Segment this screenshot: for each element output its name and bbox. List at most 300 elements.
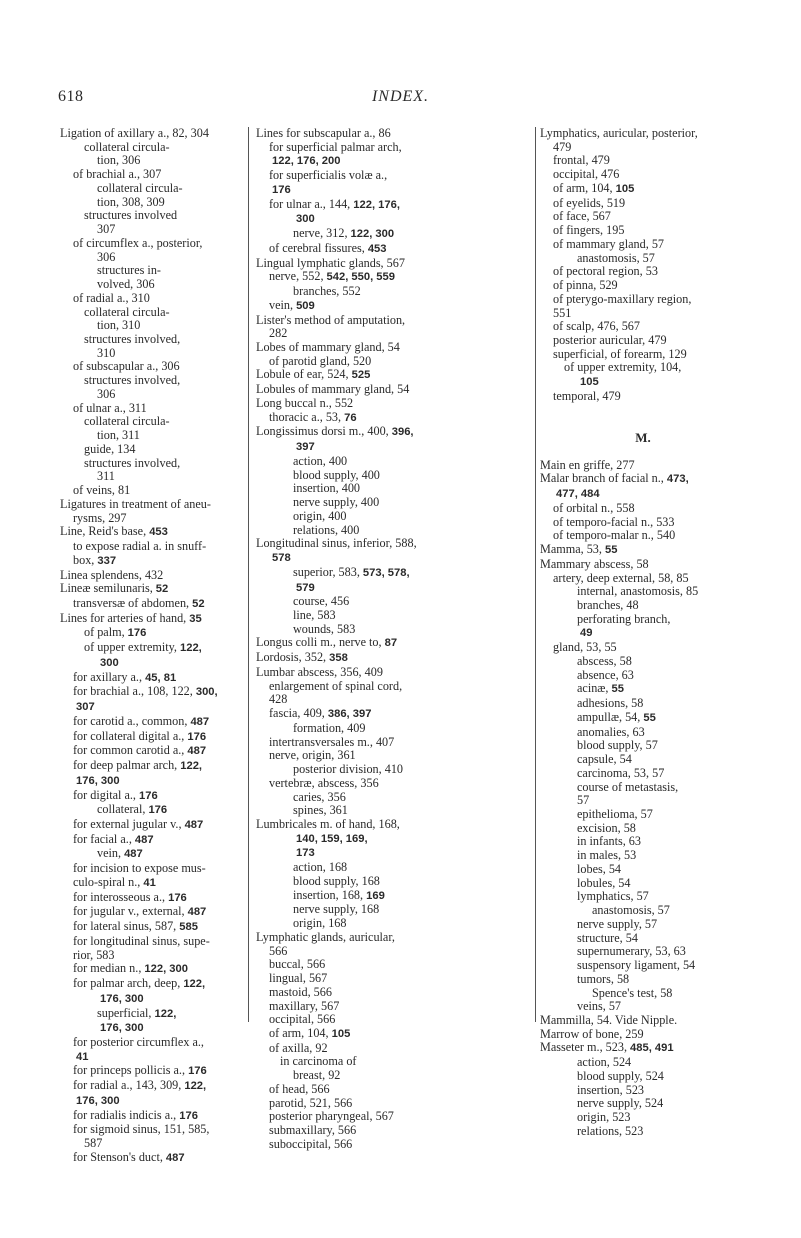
- entry-text: structures involved,: [84, 373, 181, 388]
- entry-text: fascia, 409,: [269, 706, 328, 721]
- bold-page-reference: 585: [179, 921, 198, 934]
- bold-page-reference: 176: [168, 891, 187, 904]
- entry-text: of arm, 104,: [553, 180, 616, 195]
- index-entry: [540, 1070, 746, 1084]
- entry-text: for external jugular v.,: [73, 816, 185, 831]
- entry-text: superficial, of forearm, 129: [553, 346, 687, 361]
- entry-text: for median n.,: [73, 961, 145, 976]
- index-entry: [256, 680, 531, 694]
- entry-text: 311: [97, 469, 115, 484]
- section-heading: [540, 431, 746, 445]
- entry-text: tion, 311: [97, 428, 140, 443]
- bold-page-reference: 176: [187, 730, 207, 743]
- bold-page-reference: 105: [615, 182, 635, 195]
- index-entry: [256, 846, 531, 861]
- entry-text: Longus colli m., nerve to,: [256, 635, 385, 650]
- index-entry: [256, 524, 531, 538]
- index-entry: [256, 227, 531, 242]
- index-entry: [60, 1007, 240, 1022]
- bold-page-reference: 487: [190, 715, 210, 728]
- entry-text: nerve supply, 400: [293, 495, 380, 510]
- index-entry: [540, 697, 746, 711]
- entry-text: branches, 552: [293, 284, 361, 299]
- column-divider: [535, 127, 536, 1022]
- entry-text: [540, 444, 543, 458]
- entry-text: nerve, 552,: [269, 269, 327, 284]
- bold-page-reference: 176, 300: [76, 774, 120, 787]
- entry-text: for collateral digital a.,: [73, 728, 188, 743]
- index-entry: [60, 730, 240, 745]
- index-entry: [60, 512, 240, 526]
- index-entry: [256, 736, 531, 750]
- page-header: [58, 88, 743, 108]
- entry-text: Lobule of ear, 524,: [256, 367, 352, 382]
- bold-page-reference: 300,: [195, 686, 218, 699]
- index-entry: [540, 1097, 746, 1111]
- entry-text: tumors, 58: [577, 971, 630, 986]
- index-entry: [540, 739, 746, 753]
- bold-page-reference: 396,: [391, 426, 414, 439]
- entry-text: of brachial a., 307: [73, 167, 162, 182]
- entry-text: temporal, 479: [553, 388, 621, 403]
- index-entry: [540, 293, 746, 307]
- bold-page-reference: 525: [351, 369, 371, 382]
- entry-text: in males, 53: [577, 848, 637, 863]
- index-entry: [60, 237, 240, 251]
- index-entry: [256, 257, 531, 271]
- bold-page-reference: 397: [296, 441, 315, 454]
- index-entry: [60, 891, 240, 906]
- entry-text: intertransversales m., 407: [269, 734, 395, 749]
- entry-text: for digital a.,: [73, 787, 139, 802]
- bold-page-reference: 176: [188, 1065, 207, 1078]
- bold-page-reference: 176: [179, 1109, 198, 1122]
- index-entry: [256, 749, 531, 763]
- entry-text: for axillary a.,: [73, 669, 146, 684]
- bold-page-reference: 41: [76, 1050, 89, 1063]
- index-entry: [256, 945, 531, 959]
- entry-text: relations, 400: [293, 522, 360, 537]
- entry-text: for interosseous a.,: [73, 889, 169, 904]
- index-entry: [540, 1028, 746, 1042]
- index-entry: [60, 319, 240, 333]
- index-entry: [540, 599, 746, 613]
- index-entry: [256, 270, 531, 285]
- index-entry: [540, 585, 746, 599]
- index-entry: [540, 572, 746, 586]
- bold-page-reference: 176: [139, 789, 158, 802]
- index-entry: [60, 789, 240, 804]
- entry-text: tion, 306: [97, 153, 141, 168]
- column-divider: [248, 127, 249, 1022]
- entry-text: thoracic a., 53,: [269, 409, 345, 424]
- entry-text: blood supply, 400: [293, 467, 380, 482]
- index-entry: [256, 299, 531, 314]
- index-entry: [540, 127, 746, 141]
- index-entry: [540, 669, 746, 683]
- entry-text: Ligation of axillary a., 82, 304: [60, 126, 209, 140]
- bold-page-reference: 122,: [180, 760, 203, 773]
- index-entry: [60, 525, 240, 540]
- index-entry: [60, 905, 240, 920]
- entry-text: nerve, origin, 361: [269, 748, 356, 763]
- entry-text: blood supply, 168: [293, 873, 380, 888]
- index-entry: [540, 487, 746, 502]
- entry-text: veins, 57: [577, 999, 622, 1014]
- entry-text: for posterior circumflex a.,: [73, 1035, 204, 1049]
- index-entry: [256, 198, 531, 213]
- bold-page-reference: 52: [192, 597, 205, 610]
- index-entry: [540, 348, 746, 362]
- bold-page-reference: 485, 491: [630, 1042, 674, 1055]
- entry-text: for superficialis volæ a.,: [269, 168, 388, 183]
- index-entry: [540, 472, 746, 487]
- index-entry: [60, 847, 240, 862]
- entry-text: of fingers, 195: [553, 223, 625, 238]
- index-entry: [540, 753, 746, 767]
- bold-page-reference: 578: [272, 552, 291, 565]
- index-entry: [60, 347, 240, 361]
- index-entry: [256, 1138, 531, 1152]
- bold-page-reference: 487: [124, 848, 143, 861]
- index-entry: [540, 417, 746, 431]
- bold-page-reference: 300: [100, 656, 119, 669]
- index-entry: [540, 141, 746, 155]
- index-entry: [256, 666, 531, 680]
- index-entry: [60, 360, 240, 374]
- index-entry: [60, 759, 240, 774]
- entry-text: action, 168: [293, 860, 348, 875]
- index-entry: [60, 1036, 240, 1050]
- index-entry: [256, 1055, 531, 1069]
- entry-text: occipital, 476: [553, 167, 620, 182]
- index-entry: [540, 182, 746, 197]
- index-entry: [540, 822, 746, 836]
- index-entry: [256, 537, 531, 551]
- index-entry: [256, 242, 531, 257]
- entry-text: Main en griffe, 277: [540, 457, 635, 472]
- entry-text: posterior division, 410: [293, 762, 404, 777]
- index-entry: [540, 1041, 746, 1056]
- index-entry: [540, 529, 746, 543]
- bold-page-reference: 122,: [154, 1007, 177, 1020]
- index-entry: [256, 397, 531, 411]
- index-entry: [60, 685, 240, 700]
- index-entry: [540, 445, 746, 459]
- entry-text: for lateral sinus, 587,: [73, 919, 180, 934]
- index-column-2: [256, 127, 531, 1152]
- index-entry: [256, 693, 531, 707]
- entry-text: 428: [269, 692, 288, 707]
- bold-page-reference: 487: [184, 818, 204, 831]
- index-entry: [540, 626, 746, 641]
- entry-text: acinæ,: [577, 681, 612, 696]
- index-entry: [256, 804, 531, 818]
- bold-page-reference: 473,: [666, 473, 689, 486]
- entry-text: buccal, 566: [269, 957, 326, 972]
- index-entry: [540, 808, 746, 822]
- entry-text: Line, Reid's base,: [60, 524, 150, 539]
- bold-page-reference: 55: [643, 711, 656, 724]
- entry-text: structures involved: [84, 208, 178, 223]
- entry-text: formation, 409: [293, 720, 366, 735]
- bold-page-reference: 55: [611, 683, 624, 696]
- bold-page-reference: 45, 81: [145, 671, 177, 684]
- entry-text: Ligatures in treatment of aneu-: [60, 496, 211, 511]
- entry-text: Lymphatic glands, auricular,: [256, 929, 395, 944]
- index-entry: [256, 327, 531, 341]
- index-entry: [540, 307, 746, 321]
- index-entry: [60, 388, 240, 402]
- entry-text: of temporo-malar n., 540: [553, 528, 676, 543]
- entry-text: 587: [84, 1136, 103, 1151]
- entry-text: in carcinoma of: [280, 1054, 357, 1069]
- bold-page-reference: 122,: [183, 978, 206, 991]
- entry-text: of subscapular a., 306: [73, 359, 180, 374]
- index-entry: [60, 498, 240, 512]
- entry-text: for superficial palmar arch,: [269, 139, 402, 154]
- bold-page-reference: 542, 550, 559: [326, 271, 395, 284]
- index-entry: [256, 832, 531, 847]
- index-entry: [256, 496, 531, 510]
- index-entry: [540, 890, 746, 904]
- index-entry: [256, 1027, 531, 1042]
- index-entry: [60, 333, 240, 347]
- bold-page-reference: 307: [76, 701, 95, 714]
- index-entry: [60, 1050, 240, 1065]
- entry-text: carcinoma, 53, 57: [577, 765, 665, 780]
- index-entry: [60, 715, 240, 730]
- index-entry: [540, 835, 746, 849]
- bold-page-reference: 176, 300: [100, 992, 144, 1005]
- index-entry: [60, 209, 240, 223]
- index-entry: [540, 210, 746, 224]
- entry-text: course, 456: [293, 594, 350, 609]
- index-entry: [60, 671, 240, 686]
- bold-page-reference: 453: [367, 242, 387, 255]
- entry-text: occipital, 566: [269, 1012, 336, 1027]
- bold-page-reference: 87: [384, 637, 398, 650]
- index-entry: [256, 341, 531, 355]
- entry-text: of head, 566: [269, 1081, 330, 1096]
- index-entry: [540, 877, 746, 891]
- bold-page-reference: 509: [296, 299, 315, 312]
- index-entry: [60, 402, 240, 416]
- index-entry: [256, 355, 531, 369]
- entry-text: rysms, 297: [73, 510, 127, 525]
- bold-page-reference: 176: [127, 627, 147, 640]
- entry-text: excision, 58: [577, 820, 636, 835]
- index-entry: [256, 383, 531, 397]
- bold-page-reference: 41: [143, 876, 156, 889]
- entry-text: for palmar arch, deep,: [73, 976, 184, 991]
- index-entry: [540, 516, 746, 530]
- entry-text: M.: [635, 430, 651, 446]
- index-entry: [256, 314, 531, 328]
- index-entry: [60, 1064, 240, 1079]
- index-entry: [256, 581, 531, 596]
- index-entry: [540, 252, 746, 266]
- index-entry: [60, 554, 240, 569]
- index-entry: [60, 1079, 240, 1094]
- entry-text: 551: [553, 305, 572, 320]
- entry-text: collateral circula-: [84, 414, 170, 429]
- index-entry: [540, 918, 746, 932]
- index-entry: [540, 726, 746, 740]
- entry-text: structures involved,: [84, 332, 181, 347]
- entry-text: of scalp, 476, 567: [553, 319, 640, 334]
- entry-text: internal, anastomosis, 85: [577, 584, 699, 599]
- index-entry: [256, 455, 531, 469]
- entry-text: vein,: [97, 846, 125, 861]
- index-entry: [60, 457, 240, 471]
- entry-text: structures involved,: [84, 455, 181, 470]
- index-entry: [256, 917, 531, 931]
- index-entry: [256, 285, 531, 299]
- index-entry: [60, 1151, 240, 1166]
- entry-text: wounds, 583: [293, 621, 356, 636]
- entry-text: insertion, 168,: [293, 887, 367, 902]
- bold-page-reference: 487: [165, 1151, 185, 1164]
- entry-text: suboccipital, 566: [269, 1136, 353, 1151]
- index-entry: [256, 875, 531, 889]
- bold-page-reference: 169: [366, 889, 385, 902]
- bold-page-reference: 76: [344, 411, 357, 424]
- index-entry: [256, 903, 531, 917]
- index-entry: [256, 368, 531, 383]
- entry-text: blood supply, 57: [577, 738, 658, 753]
- bold-page-reference: 173: [296, 847, 315, 860]
- index-entry: [540, 781, 746, 795]
- entry-text: Lines for arteries of hand,: [60, 610, 190, 625]
- entry-text: course of metastasis,: [577, 779, 679, 794]
- entry-text: for carotid a., common,: [73, 713, 191, 728]
- index-entry: [540, 682, 746, 697]
- index-entry: [60, 949, 240, 963]
- index-entry: [60, 582, 240, 597]
- running-title: INDEX.: [371, 88, 430, 105]
- index-entry: [540, 932, 746, 946]
- entry-text: to expose radial a. in snuff-: [73, 539, 207, 554]
- index-entry: [540, 1000, 746, 1014]
- index-entry: [60, 862, 240, 876]
- bold-page-reference: 176, 300: [100, 1022, 144, 1035]
- bold-page-reference: 487: [134, 833, 154, 846]
- entry-text: Lobules of mammary gland, 54: [256, 382, 410, 397]
- index-entry: [256, 958, 531, 972]
- index-entry: [60, 484, 240, 498]
- entry-text: [540, 416, 543, 430]
- index-entry: [256, 154, 531, 169]
- entry-text: of upper extremity,: [84, 640, 180, 655]
- index-entry: [256, 212, 531, 227]
- entry-text: collateral circula-: [97, 180, 183, 195]
- index-column-1: [60, 127, 240, 1166]
- entry-text: of parotid gland, 520: [269, 353, 372, 368]
- entry-text: adhesions, 58: [577, 696, 644, 711]
- index-column-3: [540, 127, 746, 1139]
- index-entry: [60, 196, 240, 210]
- index-entry: [540, 1125, 746, 1139]
- index-entry: [256, 636, 531, 651]
- entry-text: Lumbricales m. of hand, 168,: [256, 816, 400, 831]
- entry-text: lingual, 567: [269, 971, 328, 986]
- entry-text: of arm, 104,: [269, 1026, 332, 1040]
- index-entry: [60, 141, 240, 155]
- bold-page-reference: 122, 176,: [353, 198, 400, 211]
- bold-page-reference: 358: [329, 652, 348, 665]
- index-entry: [256, 440, 531, 455]
- index-entry: [540, 849, 746, 863]
- index-entry: [256, 818, 531, 832]
- index-entry: [540, 987, 746, 1001]
- entry-text: 479: [553, 139, 572, 154]
- entry-text: 310: [97, 345, 116, 360]
- entry-text: Lobes of mammary gland, 54: [256, 340, 400, 355]
- index-entry: [256, 931, 531, 945]
- bold-page-reference: 105: [331, 1028, 351, 1040]
- index-entry: [256, 1069, 531, 1083]
- index-entry: [256, 763, 531, 777]
- bold-page-reference: 300: [296, 213, 315, 226]
- index-entry: [60, 223, 240, 237]
- entry-text: Linea splendens, 432: [60, 567, 164, 582]
- bold-page-reference: 122,: [184, 1080, 207, 1093]
- index-entry: [540, 154, 746, 168]
- entry-text: action, 400: [293, 453, 348, 468]
- entry-text: for facial a.,: [73, 831, 135, 846]
- index-entry: [256, 1042, 531, 1056]
- entry-text: for deep palmar arch,: [73, 758, 181, 773]
- entry-text: action, 524: [577, 1055, 632, 1070]
- index-entry: [60, 656, 240, 671]
- index-entry: [540, 767, 746, 781]
- bold-page-reference: 140, 159, 169,: [296, 832, 368, 845]
- index-entry: [60, 292, 240, 306]
- entry-text: epithelioma, 57: [577, 806, 653, 821]
- bold-page-reference: 49: [580, 627, 593, 640]
- entry-text: gland, 53, 55: [553, 640, 617, 655]
- index-entry: [256, 651, 531, 666]
- entry-text: tion, 310: [97, 318, 141, 333]
- entry-text: of cerebral fissures,: [269, 240, 368, 255]
- index-entry: [256, 169, 531, 183]
- index-entry: [60, 818, 240, 833]
- index-entry: [540, 361, 746, 375]
- bold-page-reference: 105: [580, 376, 599, 389]
- index-entry: [256, 482, 531, 496]
- entry-text: structure, 54: [577, 930, 638, 945]
- entry-text: Long buccal n., 552: [256, 395, 354, 410]
- entry-text: lobules, 54: [577, 875, 631, 890]
- index-entry: [256, 1000, 531, 1014]
- entry-text: branches, 48: [577, 597, 639, 612]
- entry-text: guide, 134: [84, 441, 136, 456]
- entry-text: lobes, 54: [577, 861, 622, 876]
- entry-text: of eyelids, 519: [553, 195, 626, 210]
- bold-page-reference: 122, 176, 200: [272, 155, 341, 168]
- index-entry: [60, 1137, 240, 1151]
- index-entry: [256, 141, 531, 155]
- index-entry: [60, 1109, 240, 1124]
- index-entry: [60, 597, 240, 612]
- entry-text: of pterygo-maxillary region,: [553, 291, 692, 306]
- entry-text: culo-spiral n.,: [73, 874, 144, 889]
- index-entry: [256, 777, 531, 791]
- entry-text: capsule, 54: [577, 752, 632, 767]
- entry-text: posterior auricular, 479: [553, 333, 667, 348]
- entry-text: of orbital n., 558: [553, 500, 635, 515]
